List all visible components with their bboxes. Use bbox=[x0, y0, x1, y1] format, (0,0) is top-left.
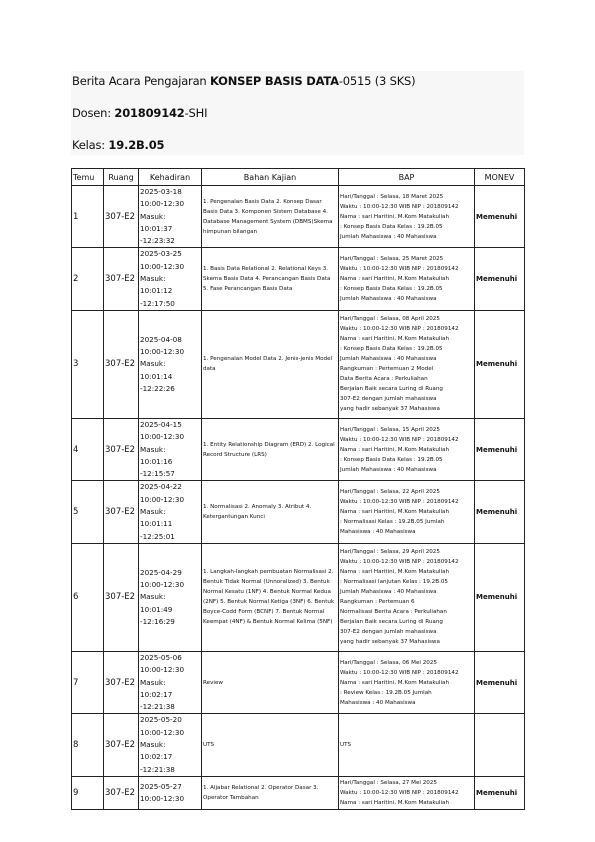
table-row bbox=[72, 248, 525, 310]
cell-ruang: 307-E2 bbox=[104, 776, 139, 809]
col-header-kehadiran: Kehadiran bbox=[139, 169, 202, 186]
table-row bbox=[72, 186, 525, 248]
cell-ruang: 307-E2 bbox=[104, 651, 139, 713]
cell-kehadiran: 2025-04-15 10:00-12:30 Masuk: 10:01:16 -12:15:57 bbox=[139, 418, 202, 480]
table-row bbox=[72, 651, 525, 713]
cell-temu: 6 bbox=[72, 543, 104, 651]
cell-bap: Hari/Tanggal : Selasa, 25 Maret 2025 Waktu : 10:00-12:30 WIB NIP : 201809142 Nama : sari Haritini, M.Kom Matakuliah : Konsep Basis Data Kelas : 19.2B.05 Jumlah Mahasiswa : 40 Mahasiswa bbox=[339, 248, 475, 310]
cell-bap: Hari/Tanggal : Selasa, 06 Mei 2025 Waktu : 10:00-12:30 WIB NIP : 201809142 Nama : sari Haritini, M.Kom Matakuliah : Review Kelas : 19.2B.05 Jumlah Mahasiswa : 40 Mahasiswa bbox=[339, 651, 475, 713]
cell-bap: Hari/Tanggal : Selasa, 18 Maret 2025 Waktu : 10:00-12:30 WIB NIP : 201809142 Nama : sari Haritini, M.Kom Matakuliah : Konsep Basis Data Kelas : 19.2B.05 Jumlah Mahasiswa : 40 Mahasiswa bbox=[339, 186, 475, 248]
cell-ruang: 307-E2 bbox=[104, 543, 139, 651]
dosen-label: Dosen: bbox=[72, 106, 115, 120]
cell-temu: 4 bbox=[72, 418, 104, 480]
cell-kehadiran: 2025-05-06 10:00-12:30 Masuk: 10:02:17 -12:21:38 bbox=[139, 651, 202, 713]
cell-bahan-kajian: 1. Normalisasi 2. Anomaly 3. Atribut 4. Ketergantungan Kunci bbox=[202, 481, 339, 543]
cell-temu: 5 bbox=[72, 481, 104, 543]
table-row bbox=[72, 481, 525, 543]
cell-monev: Memenuhi bbox=[475, 481, 525, 543]
cell-bahan-kajian: 1. Pengenalan Basis Data 2. Konsep Dasar Basis Data 3. Komponen Sistem Database 4. Database Management System (DBMS)Skema himpunan bilangan bbox=[202, 186, 339, 248]
cell-monev: Memenuhi bbox=[475, 543, 525, 651]
dosen-suffix: -SHI bbox=[184, 106, 208, 120]
cell-bap: Hari/Tanggal : Selasa, 29 April 2025 Waktu : 10:00-12:30 WIB NIP : 201809142 Nama : sari Haritini, M.Kom Matakuliah : Normalisasi lanjutan Kelas : 19.2B.05 Jumlah Mahasiswa : 40 Mahasiswa Rangkuman : Pertemuan 6 Normalisasi Berita Acara : Perkuliahan Berjalan Baik secara Luring di Ruang 307-E2 dengan jumlah mahasiswa yang hadir sebanyak 37 Mahasiswa bbox=[339, 543, 475, 651]
cell-ruang: 307-E2 bbox=[104, 418, 139, 480]
course-name: KONSEP BASIS DATA bbox=[209, 74, 339, 88]
cell-bap: Hari/Tanggal : Selasa, 15 April 2025 Waktu : 10:00-12:30 WIB NIP : 201809142 Nama : sari Haritini, M.Kom Matakuliah : Konsep Basis Data Kelas : 19.2B.05 Jumlah Mahasiswa : 40 Mahasiswa bbox=[339, 418, 475, 480]
cell-bap: Hari/Tanggal : Selasa, 22 April 2025 Waktu : 10:00-12:30 WIB NIP : 201809142 Nama : sari Haritini, M.Kom Matakuliah : Normalisasi Kelas : 19.2B.05 Jumlah Mahasiswa : 40 Mahasiswa bbox=[339, 481, 475, 543]
cell-monev: Memenuhi bbox=[475, 418, 525, 480]
cell-monev: Memenuhi bbox=[475, 310, 525, 418]
table-row bbox=[72, 310, 525, 418]
col-header-monev: MONEV bbox=[475, 169, 525, 186]
col-header-temu: Temu bbox=[72, 169, 104, 186]
cell-kehadiran: 2025-04-29 10:00-12:30 Masuk: 10:01:49 -12:16:29 bbox=[139, 543, 202, 651]
cell-temu: 9 bbox=[72, 776, 104, 809]
table-row bbox=[72, 543, 525, 651]
cell-kehadiran: 2025-03-18 10:00-12:30 Masuk: 10:01:37 -12:23:32 bbox=[139, 186, 202, 248]
table-header-row bbox=[72, 169, 525, 186]
col-header-bahan-kajian: Bahan Kajian bbox=[202, 169, 339, 186]
cell-monev: Memenuhi bbox=[475, 186, 525, 248]
cell-bahan-kajian: 1. Aljabar Relational 2. Operator Dasar 3. Operator Tambahan bbox=[202, 776, 339, 809]
cell-ruang: 307-E2 bbox=[104, 248, 139, 310]
table-row bbox=[72, 776, 525, 809]
cell-kehadiran: 2025-05-20 10:00-12:30 Masuk: 10:02:17 -12:21:38 bbox=[139, 714, 202, 776]
cell-kehadiran: 2025-03-25 10:00-12:30 Masuk: 10:01:12 -12:17:50 bbox=[139, 248, 202, 310]
cell-bahan-kajian: 1. Langkah-langkah pembuatan Normalisasi 2. Bentuk Tidak Normal (Unnoralized) 3. Bentuk Normal Kesatu (1NF) 4. Bentuk Normal Kedua (2NF) 5. Bentuk Normal Ketiga (3NF) 6. Bentuk Boyce-Codd Form (BCNF) 7. Bentuk Normal Keempat (4NF) & Bentuk Normal Kelima (5NF) bbox=[202, 543, 339, 651]
cell-ruang: 307-E2 bbox=[104, 481, 139, 543]
cell-bahan-kajian: 1. Pengenalan Model Data 2. Jenis-jenis Model data bbox=[202, 310, 339, 418]
cell-kehadiran: 2025-04-22 10:00-12:30 Masuk: 10:01:11 -12:25:01 bbox=[139, 481, 202, 543]
cell-temu: 2 bbox=[72, 248, 104, 310]
cell-temu: 8 bbox=[72, 714, 104, 776]
cell-bap: UTS bbox=[339, 714, 475, 776]
cell-ruang: 307-E2 bbox=[104, 186, 139, 248]
table-row bbox=[72, 418, 525, 480]
cell-bahan-kajian: UTS bbox=[202, 714, 339, 776]
cell-monev: Memenuhi bbox=[475, 248, 525, 310]
col-header-bap: BAP bbox=[339, 169, 475, 186]
cell-bahan-kajian: 1. Basis Data Relational 2. Relational Keys 3. Skema Basis Data 4. Perancangan Basis Data 5. Fase Perancangan Basis Data bbox=[202, 248, 339, 310]
document-header bbox=[71, 71, 524, 155]
cell-bap: Hari/Tanggal : Selasa, 27 Mei 2025 Waktu : 10:00-12:30 WIB NIP : 201809142 Nama : sari Haritini, M.Kom Matakuliah bbox=[339, 776, 475, 809]
title-line bbox=[72, 74, 415, 88]
cell-monev: Memenuhi bbox=[475, 651, 525, 713]
kelas-value: 19.2B.05 bbox=[108, 138, 165, 152]
cell-ruang: 307-E2 bbox=[104, 714, 139, 776]
dosen-id: 201809142 bbox=[114, 106, 185, 120]
cell-monev: Memenuhi bbox=[475, 776, 525, 809]
table-row bbox=[72, 714, 525, 776]
title-prefix: Berita Acara Pengajaran bbox=[72, 74, 210, 88]
kelas-label: Kelas: bbox=[72, 138, 109, 152]
cell-bahan-kajian: 1. Entity Relationship Diagram (ERD) 2. Logical Record Structure (LRS) bbox=[202, 418, 339, 480]
cell-temu: 3 bbox=[72, 310, 104, 418]
cell-kehadiran: 2025-05-27 10:00-12:30 bbox=[139, 776, 202, 809]
cell-temu: 7 bbox=[72, 651, 104, 713]
cell-monev bbox=[475, 714, 525, 776]
cell-ruang: 307-E2 bbox=[104, 310, 139, 418]
course-suffix: -0515 (3 SKS) bbox=[338, 74, 416, 88]
col-header-ruang: Ruang bbox=[104, 169, 139, 186]
cell-kehadiran: 2025-04-08 10:00-12:30 Masuk: 10:01:14 -12:22:26 bbox=[139, 310, 202, 418]
cell-bap: Hari/Tanggal : Selasa, 08 April 2025 Waktu : 10:00-12:30 WIB NIP : 201809142 Nama : sari Haritini, M.Kom Matakuliah : Konsep Basis Data Kelas : 19.2B.05 Jumlah Mahasiswa : 40 Mahasiswa Rangkuman : Pertemuan 2 Model Data Berita Acara : Perkuliahan Berjalan Baik secara Luring di Ruang 307-E2 dengan jumlah mahasiswa yang hadir sebanyak 37 Mahasiswa bbox=[339, 310, 475, 418]
kelas-line bbox=[72, 138, 164, 152]
cell-temu: 1 bbox=[72, 186, 104, 248]
dosen-line bbox=[72, 106, 207, 120]
bap-table bbox=[71, 168, 525, 810]
cell-bahan-kajian: Review bbox=[202, 651, 339, 713]
